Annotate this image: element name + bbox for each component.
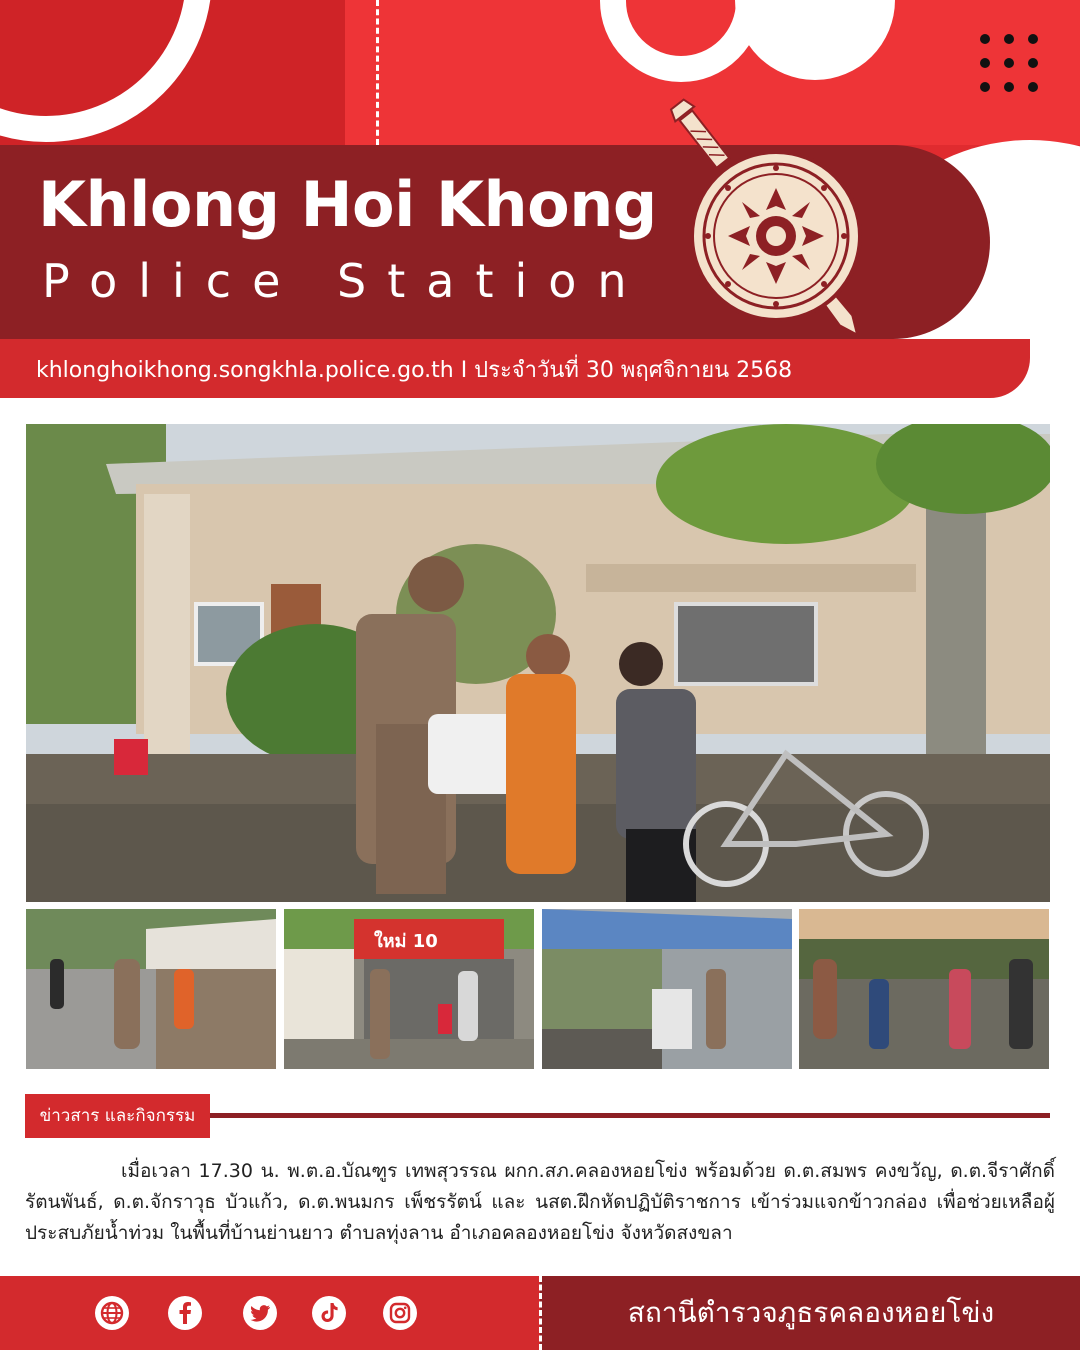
thumbnail-photo-4 xyxy=(799,909,1049,1069)
thumbnail-photo-2 xyxy=(284,909,534,1069)
website-date-line: khlonghoikhong.songkhla.police.go.th I ประจำวันที่ 30 พฤศจิกายน 2568 xyxy=(36,358,793,383)
thumbnail-photo-1 xyxy=(26,909,276,1069)
dot-grid-icon xyxy=(980,34,1044,98)
decorative-dashed-line xyxy=(376,0,379,145)
page-title: Khlong Hoi Khong xyxy=(38,168,657,241)
thumbnail-photo-3 xyxy=(542,909,792,1069)
news-divider xyxy=(210,1113,1050,1118)
news-category-tag: ข่าวสาร และกิจกรรม xyxy=(25,1094,210,1138)
instagram-icon[interactable] xyxy=(383,1296,417,1330)
footer-station-name: สถานีตำรวจภูธรคลองหอยโข่ง xyxy=(627,1296,995,1329)
header xyxy=(0,0,1080,398)
tiktok-icon[interactable] xyxy=(312,1296,346,1330)
main-photo xyxy=(26,424,1050,902)
facebook-icon[interactable] xyxy=(168,1296,202,1330)
news-body-text: เมื่อเวลา 17.30 น. พ.ต.อ.บัณฑูร เทพสุวรรณ ผกก.สภ.คลองหอยโข่ง พร้อมด้วย ด.ต.สมพร คงขวัญ, ด.ต.จีราศักดิ์ รัตนพันธ์, ด.ต.จักราวุธ บัวแก้ว, ด.ต.พนมกร เพ็ชรรัตน์ และ นสต.ฝึกหัดปฏิบัติราชการ เข้าร่วมแจกข้าวกล่อง เพื่อช่วยเหลือผู้ประสบภัยน้ำท่วม ในพื้นที่บ้านย่านยาว ตำบลทุ่งลาน อำเภอคลองหอยโข่ง จังหวัดสงขลา xyxy=(25,1160,1055,1244)
page-subtitle: Police Station xyxy=(42,254,648,308)
shop-banner-text: ใหม่ 10 xyxy=(374,931,438,952)
news-body xyxy=(25,1156,1055,1249)
police-seal-emblem xyxy=(636,98,896,338)
twitter-icon[interactable] xyxy=(243,1296,277,1330)
globe-icon[interactable] xyxy=(95,1296,129,1330)
